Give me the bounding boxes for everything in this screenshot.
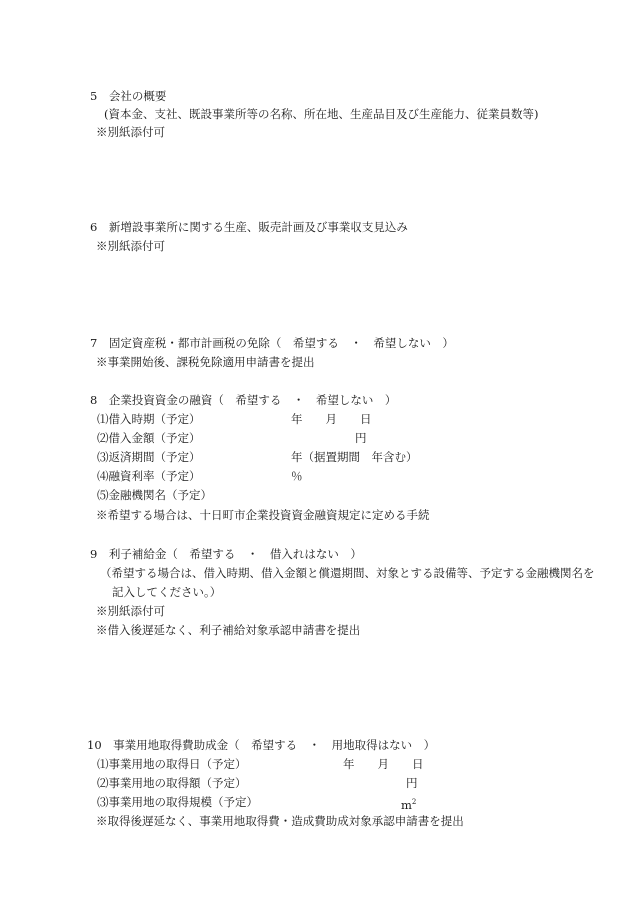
repayment-period-value: 年（据置期間 年含む） bbox=[291, 450, 418, 464]
land-size-unit-base: m bbox=[401, 798, 412, 812]
section-8-heading: 8 企業投資資金の融資（ 希望する ・ 希望しない ） bbox=[90, 393, 397, 407]
section-5-note: ※別紙添付可 bbox=[96, 125, 165, 139]
land-size-unit bbox=[401, 795, 416, 812]
section-9-note-submit: ※借入後遅延なく、利子補給対象承認申請書を提出 bbox=[96, 623, 361, 637]
land-date-label: ⑴事業用地の取得日（予定） bbox=[97, 757, 247, 771]
section-10-heading: 10 事業用地取得費助成金（ 希望する ・ 用地取得はない ） bbox=[87, 738, 436, 752]
loan-amount-value: 円 bbox=[355, 431, 367, 445]
repayment-period-label: ⑶返済期間（予定） bbox=[97, 450, 201, 464]
section-9-detail-line2: 記入してください。） bbox=[112, 585, 222, 599]
land-amount-value: 円 bbox=[406, 776, 418, 790]
land-size-unit-superscript: 2 bbox=[411, 798, 417, 806]
land-amount-label: ⑵事業用地の取得額（予定） bbox=[97, 776, 247, 790]
land-size-label: ⑶事業用地の取得規模（予定） bbox=[97, 795, 258, 809]
interest-rate-label: ⑷融資利率（予定） bbox=[97, 469, 201, 483]
section-5-detail: (資本金、支社、既設事業所等の名称、所在地、生産品目及び生産能力、従業員数等) bbox=[104, 107, 539, 121]
interest-rate-value: ％ bbox=[291, 469, 303, 483]
section-6-note: ※別紙添付可 bbox=[96, 239, 165, 253]
section-7-heading: 7 固定資産税・都市計画税の免除（ 希望する ・ 希望しない ） bbox=[90, 336, 454, 350]
section-8-note: ※希望する場合は、十日町市企業投資資金融資規定に定める手続 bbox=[96, 508, 430, 522]
bank-name-label: ⑸金融機関名（予定） bbox=[97, 488, 212, 502]
section-10-note: ※取得後遅延なく、事業用地取得費・造成費助成対象承認申請書を提出 bbox=[96, 814, 464, 828]
section-9-detail-line1: （希望する場合は、借入時期、借入金額と償還期間、対象とする設備等、予定する金融機関名を bbox=[100, 566, 595, 580]
section-5-heading: 5 会社の概要 bbox=[90, 89, 167, 103]
section-9-heading: 9 利子補給金（ 希望する ・ 借入れはない ） bbox=[90, 547, 362, 561]
section-7-note: ※事業開始後、課税免除適用申請書を提出 bbox=[96, 355, 315, 369]
land-date-value: 年 月 日 bbox=[343, 757, 424, 771]
loan-amount-label: ⑵借入金額（予定） bbox=[97, 431, 201, 445]
section-9-note-attach: ※別紙添付可 bbox=[96, 604, 165, 618]
section-6-heading: 6 新増設事業所に関する生産、販売計画及び事業収支見込み bbox=[90, 220, 408, 234]
loan-timing-label: ⑴借入時期（予定） bbox=[97, 412, 201, 426]
loan-timing-value: 年 月 日 bbox=[291, 412, 372, 426]
